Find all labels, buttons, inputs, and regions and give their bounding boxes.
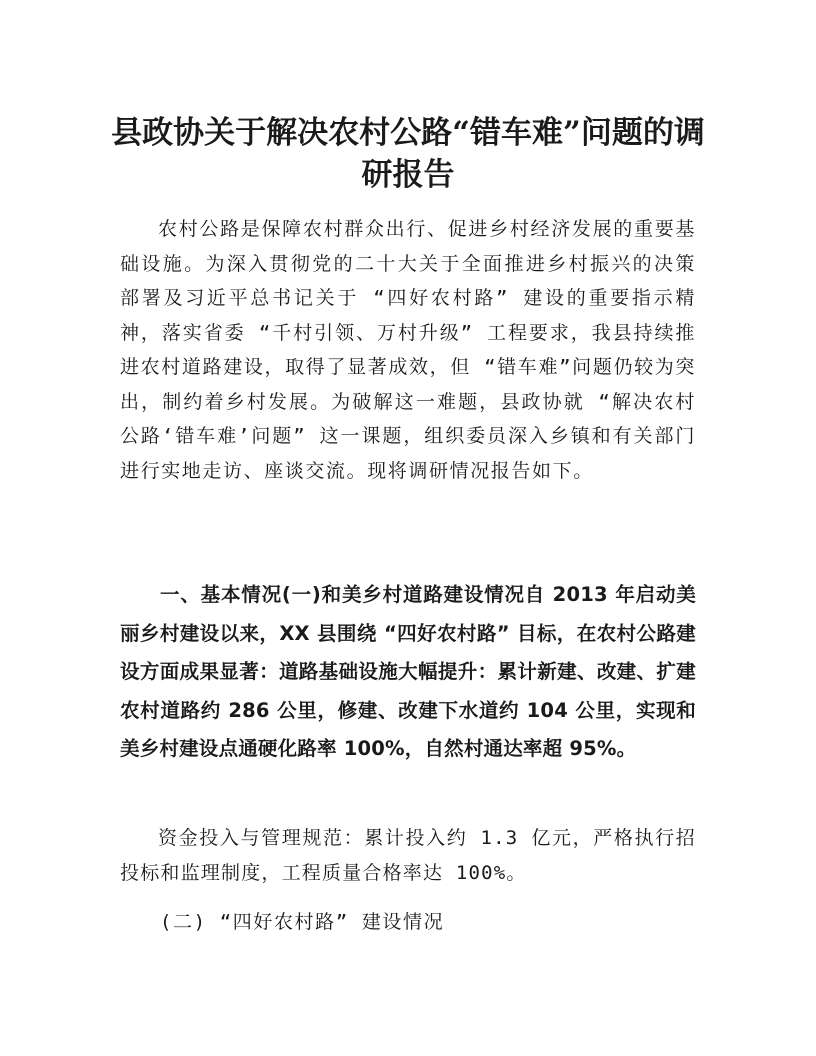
document-title: 县政协关于解决农村公路“错车难”问题的调研报告 [111, 115, 705, 193]
paragraph-funding: 资金投入与管理规范：累计投入约 1.3 亿元，严格执行招投标和监理制度，工程质量合格率达 100%。 [120, 827, 696, 884]
paragraph-basic-situation: 一、基本情况(一)和美乡村道路建设情况自 2013 年启动美丽乡村建设以来，XX 县围绕 “四好农村路” 目标，在农村公路建设方面成果显著：道路基础设施大幅提升：累计新建、改建、扩建农村道路约 286 公里，修建、改建下水道约 104 公里，实现和美乡村建设点通硬化路率 100%，自然村通达率超 95%。 [120, 583, 696, 760]
paragraph-intro: 农村公路是保障农村群众出行、促进乡村经济发展的重要基础设施。为深入贯彻党的二十大关于全面推进乡村振兴的决策部署及习近平总书记关于 “四好农村路” 建设的重要指示精神，落实省委 “千村引领、万村升级” 工程要求，我县持续推进农村道路建设，取得了显著成效，但 “错车难”问题仍较为突出，制约着乡村发展。为破解这一难题，县政协就 “解决农村公路‘错车难’问题” 这一课题，组织委员深入乡镇和有关部门进行实地走访、座谈交流。现将调研情况报告如下。 [120, 218, 696, 482]
section-heading-four-good-roads: (二) “四好农村路” 建设情况 [160, 911, 445, 933]
